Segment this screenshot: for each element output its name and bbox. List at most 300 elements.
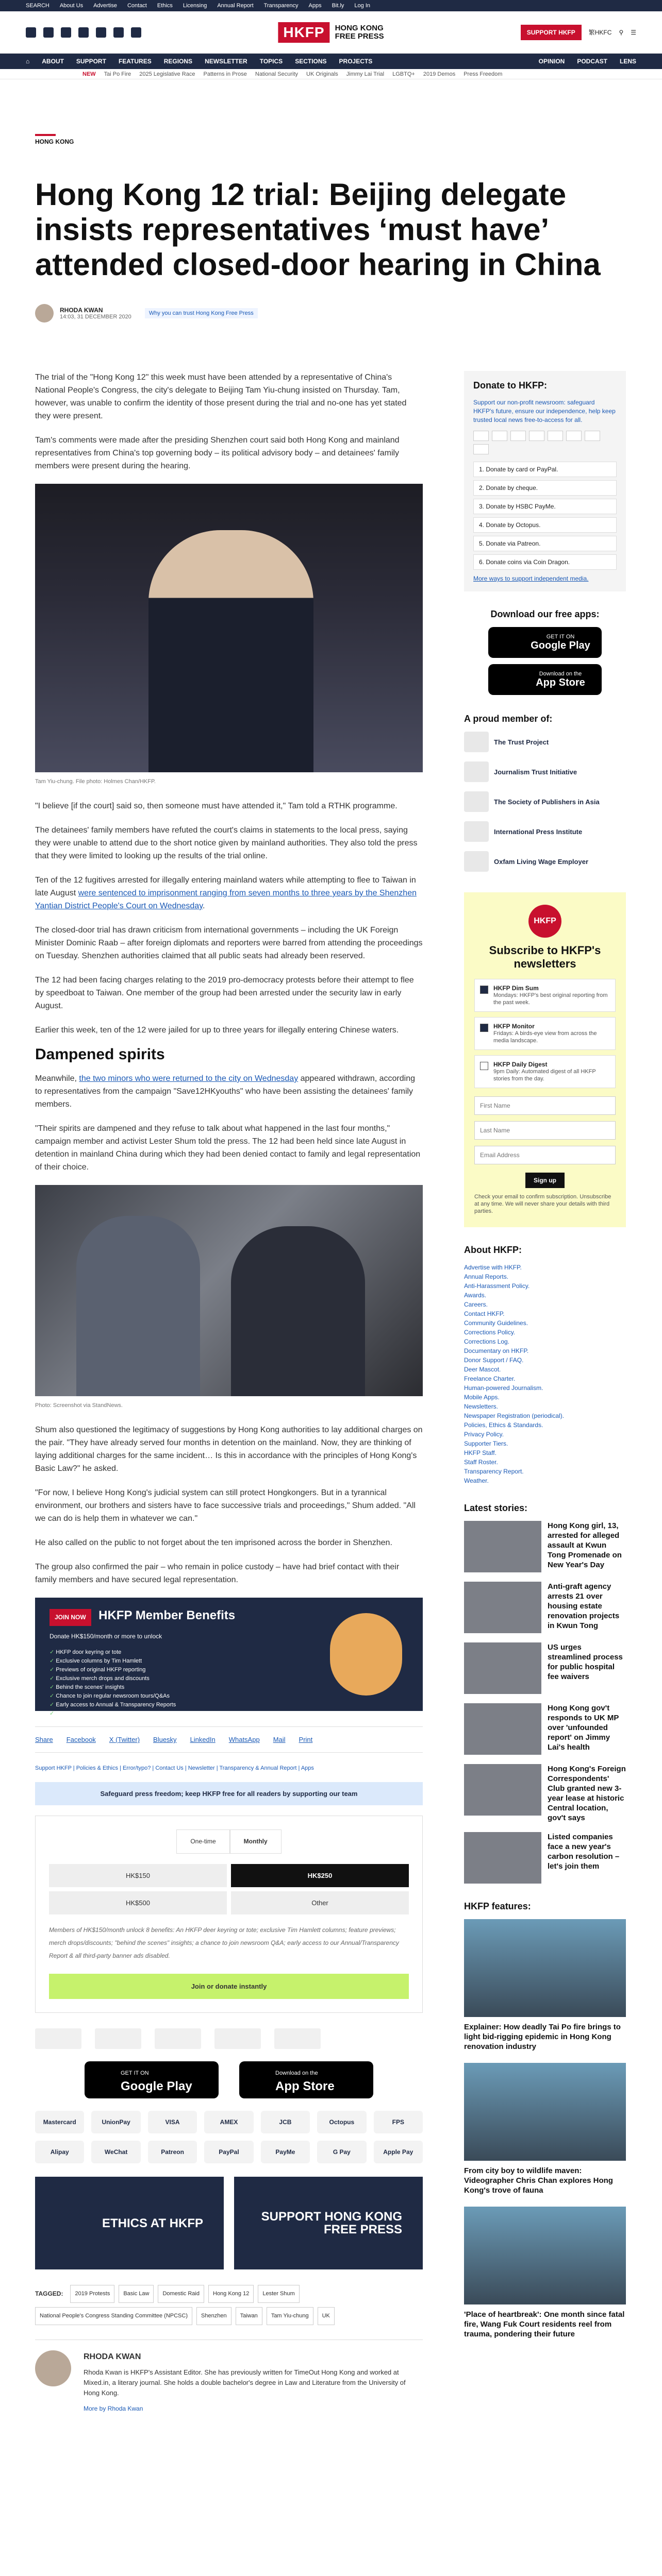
about-link[interactable]: Mobile Apps.	[464, 1394, 500, 1401]
amount-options	[49, 1864, 409, 1914]
unionpay-icon	[529, 431, 544, 441]
about-link[interactable]: Corrections Log.	[464, 1338, 510, 1345]
feature-thumbnail[interactable]	[464, 2207, 626, 2304]
article-photo-shum	[35, 1185, 423, 1396]
about-link[interactable]: Corrections Policy.	[464, 1329, 516, 1336]
benefit-item: ✓ Early access to Annual & Transparency Reports	[49, 1701, 408, 1709]
story-thumbnail[interactable]	[464, 1521, 541, 1572]
story-title[interactable]: Hong Kong gov't responds to UK MP over 'unfounded report' on Jimmy Lai's health	[548, 1704, 619, 1752]
benefit-item: ✓ Chance to join regular newsroom tours/Q&As	[49, 1692, 408, 1701]
paragraph: "I believe [if the court] said so, then someone must have attended it," Tam told a RTHK programme.	[35, 802, 398, 810]
header-actions	[521, 25, 636, 40]
sopa-logo	[464, 791, 489, 812]
tag[interactable]: Tam Yiu-chung	[267, 2307, 313, 2325]
nav-regions[interactable]: REGIONS	[163, 58, 193, 65]
trending-link[interactable]: 2019 Demos	[423, 71, 456, 77]
store-name: Google Play	[531, 639, 590, 651]
trust-project-logo[interactable]	[35, 2028, 81, 2049]
paragraph: "For now, I believe Hong Kong's judicial system can still protect Hongkongers. But in a tyrannical environment, our brothers and sisters have to face successive trials and proceedings," Shum added. "All we can do is help them in whatever we can."	[35, 1488, 416, 1523]
newsletter-option[interactable]	[474, 1055, 616, 1088]
email-field[interactable]	[474, 1146, 616, 1164]
member-org[interactable]	[464, 821, 626, 842]
story-thumbnail[interactable]	[464, 1582, 541, 1633]
support-hkfp-button[interactable]: SUPPORT HKFP	[521, 25, 582, 40]
store-small: Download on the	[275, 2070, 318, 2076]
about-link[interactable]: Donor Support / FAQ.	[464, 1357, 524, 1364]
feature-title[interactable]: From city boy to wildlife maven: Videographer Chris Chan explores Hong Kong's trove of fauna	[464, 2166, 613, 2195]
trending-link[interactable]: Patterns in Prose	[203, 71, 247, 77]
about-link[interactable]: Newspaper Registration (periodical).	[464, 1412, 565, 1419]
support-banner[interactable]: SUPPORT HONG KONG FREE PRESS	[234, 2177, 423, 2269]
about-link[interactable]: Newsletters.	[464, 1403, 499, 1410]
option-title: HKFP Dim Sum	[493, 985, 539, 992]
trending-link[interactable]: UK Originals	[306, 71, 338, 77]
paragraph: Tam's comments were made after the presiding Shenzhen court said both Hong Kong and mainland representatives from China's top governing body – its political advisory body – and detainees' family members were present during the hearing.	[35, 436, 400, 470]
store-name: App Store	[275, 2079, 335, 2093]
gpay-icon	[473, 444, 489, 454]
menu-icon[interactable]: ☰	[631, 28, 636, 36]
trending-link[interactable]: LGBTQ+	[392, 71, 415, 77]
utility-annual-report[interactable]: Annual Report	[217, 3, 254, 9]
widget-title: Donate to HKFP:	[473, 380, 547, 391]
tag[interactable]: Basic Law	[119, 2285, 154, 2303]
tag[interactable]: Hong Kong 12	[208, 2285, 254, 2303]
story-thumbnail[interactable]	[464, 1832, 541, 1884]
story-title[interactable]: Listed companies face a new year's carbon resolution – let's join them	[548, 1833, 620, 1871]
about-link[interactable]: Contact HKFP.	[464, 1310, 505, 1317]
utility-search[interactable]: SEARCH	[26, 3, 49, 9]
share-x[interactable]: X (Twitter)	[109, 1736, 140, 1743]
member-org[interactable]	[464, 851, 626, 872]
share-linkedin[interactable]: LinkedIn	[190, 1736, 216, 1743]
utility-ethics[interactable]: Ethics	[157, 3, 173, 9]
paragraph: Shum also questioned the legitimacy of suggestions by Hong Kong authorities to lay additional charges on the pair. "They have already served four months in detention on the mainland. Now, they are thinking of laying additional charges for the same incident… Is this in accordance with the principles of Hong Kong's Basic Law?" he asked.	[35, 1426, 423, 1473]
checkbox-checked[interactable]	[480, 1024, 488, 1032]
ipi-logo	[464, 821, 489, 842]
feature-item[interactable]	[464, 1919, 626, 2052]
option-text	[493, 1061, 610, 1082]
donate-option[interactable]: 6. Donate coins via Coin Dragon.	[473, 554, 617, 570]
paragraph: The 12 had been facing charges relating to the 2019 pro-democracy protests before their attempt to flee by speedboat to Taiwan. One member of the group had been arrested under the security law in early August.	[35, 976, 414, 1010]
patreon-icon[interactable]: Patreon	[148, 2141, 197, 2163]
byline-text	[60, 307, 131, 320]
oxfam-logo[interactable]	[274, 2028, 321, 2049]
language-switch[interactable]: 繁HKFC	[588, 29, 612, 36]
tag[interactable]: Shenzhen	[196, 2307, 231, 2325]
sopa-logo[interactable]	[155, 2028, 201, 2049]
benefit-item: ✓ All third party banner ads disabled	[49, 1709, 408, 1718]
newsletter-option[interactable]	[474, 979, 616, 1012]
member-org-name: The Trust Project	[494, 738, 549, 746]
about-link[interactable]: Annual Reports.	[464, 1273, 509, 1280]
benefit-item: ✓ Previews of original HKFP reporting	[49, 1666, 408, 1674]
option-desc: 9pm Daily: Automated digest of all HKFP stories from the day.	[493, 1069, 596, 1082]
card-logos	[473, 431, 617, 454]
about-link[interactable]: Weather.	[464, 1477, 489, 1484]
signup-button[interactable]: Sign up	[525, 1173, 565, 1188]
benefit-item: ✓ Exclusive merch drops and discounts	[49, 1674, 408, 1683]
applepay-icon	[585, 431, 600, 441]
home-icon[interactable]: ⌂	[26, 58, 30, 65]
article-body	[35, 371, 423, 2415]
first-name-field[interactable]	[474, 1096, 616, 1115]
member-of-list	[464, 732, 626, 872]
about-links	[464, 1263, 626, 1485]
photo-caption: Photo: Screenshot via StandNews.	[35, 1402, 123, 1409]
utility-contact[interactable]: Contact	[127, 3, 147, 9]
utility-licensing[interactable]: Licensing	[183, 3, 207, 9]
hkfp-round-logo: HKFP	[528, 905, 561, 938]
tag[interactable]: National People's Congress Standing Committee (NPCSC)	[35, 2307, 192, 2325]
x-icon[interactable]	[43, 27, 54, 38]
trending-bar	[0, 69, 662, 79]
nav-features[interactable]: FEATURES	[118, 58, 152, 65]
logo-wordmark	[335, 24, 384, 41]
payment-methods	[35, 2111, 423, 2163]
paragraph-text: Meanwhile,	[35, 1074, 79, 1083]
applepay-icon[interactable]: Apple Pay	[374, 2141, 423, 2163]
option-title: HKFP Daily Digest	[493, 1061, 548, 1068]
member-org-name: The Society of Publishers in Asia	[494, 798, 600, 806]
subscribe-title: Subscribe to HKFP's newsletters	[489, 944, 601, 970]
app-store-row	[35, 2061, 423, 2098]
amount-other[interactable]: Other	[231, 1891, 409, 1914]
subscribe-note: Check your email to confirm subscription. Unsubscribe at any time. We will never share your details with third parties.	[474, 1194, 611, 1214]
author-box-name[interactable]: RHODA KWAN	[84, 2352, 141, 2361]
instagram-icon[interactable]	[61, 27, 71, 38]
last-name-field[interactable]	[474, 1121, 616, 1140]
newsletter-signup	[464, 892, 626, 1227]
story-item[interactable]	[464, 1764, 626, 1823]
widget-title: A proud member of:	[464, 714, 553, 724]
member-org[interactable]	[464, 791, 626, 812]
author-name[interactable]: RHODA KWAN	[60, 307, 103, 314]
utility-about[interactable]: About Us	[59, 3, 84, 9]
story-title[interactable]: Anti-graft agency arrests 21 over housing estate renovation projects in Kwun Tong	[548, 1582, 620, 1630]
option-title: HKFP Monitor	[493, 1023, 535, 1030]
freq-one-time[interactable]: One-time	[176, 1829, 229, 1854]
amex-icon	[510, 431, 526, 441]
donate-option[interactable]: 5. Donate via Patreon.	[473, 536, 617, 551]
promo-banners	[35, 2177, 423, 2269]
nav-topics[interactable]: TOPICS	[259, 58, 283, 65]
nav-sections[interactable]: SECTIONS	[295, 58, 327, 65]
amount-option[interactable]: HK$500	[49, 1891, 227, 1914]
freq-monthly[interactable]: Monthly	[230, 1829, 282, 1854]
member-org-name: International Press Institute	[494, 827, 583, 836]
feature-thumbnail[interactable]	[464, 2063, 626, 2161]
about-link[interactable]: Policies, Ethics & Standards.	[464, 1421, 543, 1429]
paragraph: "Their spirits are dampened and they refuse to talk about what happened in the last four months," campaign member and activist Lester Shum told the press. The 12 had been held since late August in detention in mainland China during which they had been denied contact to family and legal representation of their choice.	[35, 1124, 421, 1172]
wechat-icon[interactable]: WeChat	[91, 2141, 140, 2163]
google-play-button[interactable]	[85, 2061, 219, 2098]
checkbox-checked[interactable]	[480, 986, 488, 994]
newsletter-option[interactable]	[474, 1017, 616, 1050]
donate-option[interactable]: 4. Donate by Octopus.	[473, 517, 617, 533]
store-small: GET IT ON	[121, 2070, 149, 2076]
benefits-title: HKFP Member Benefits	[98, 1608, 236, 1622]
publish-date: 14:03, 31 DECEMBER 2020	[60, 314, 131, 320]
site-logo[interactable]	[278, 22, 384, 43]
member-benefits-banner[interactable]	[35, 1598, 423, 1717]
paragraph: The closed-door trial has drawn criticism from international governments – including the UK Foreign Minister Dominic Raab – after foreign diplomats and reporters were barred from attending the proceedings on Tuesday. Shenzhen authorities claimed that all public seats had already been reserved.	[35, 926, 423, 960]
story-thumbnail[interactable]	[464, 1764, 541, 1816]
story-item[interactable]	[464, 1582, 626, 1633]
tag[interactable]: 2019 Protests	[70, 2285, 114, 2303]
trust-logos	[35, 2028, 423, 2049]
photo-subject	[76, 1216, 200, 1396]
utility-login[interactable]: Log In	[354, 3, 371, 9]
feature-title[interactable]: Explainer: How deadly Tai Po fire brings to light bid-rigging epidemic in Hong Kong renovation industry	[464, 2023, 621, 2051]
option-desc: Fridays: A birds-eye view from across the media landscape.	[493, 1030, 597, 1044]
tags-label: TAGGED:	[35, 2290, 63, 2297]
feature-title[interactable]: 'Place of heartbreak': One month since fatal fire, Wang Fuk Court residents reel from trauma, pondering their future	[464, 2310, 625, 2338]
paragraph-text: appeared withdrawn, according to representatives from the campaign "Save12HKyouths" who have been assisting the detainees' family members.	[35, 1074, 415, 1109]
about-link[interactable]: Advertise with HKFP.	[464, 1264, 522, 1271]
paragraph: The detainees' family members have refuted the court's claims in statements to the local press, saying they were unable to attend due to the short notice given by mainland authorities. They also told the press that they were limited to looking up the results of the trial online.	[35, 826, 418, 860]
paragraph-text: .	[203, 902, 205, 910]
alipay-icon[interactable]: Alipay	[35, 2141, 84, 2163]
story-title[interactable]: Hong Kong girl, 13, arrested for alleged assault at Kwun Tong Promenade on New Year's Day	[548, 1521, 622, 1569]
story-item[interactable]	[464, 1703, 626, 1755]
ethics-banner[interactable]: ETHICS AT HKFP	[35, 2177, 224, 2269]
trust-project-logo	[464, 732, 489, 752]
story-item[interactable]	[464, 1832, 626, 1884]
trending-link[interactable]: 2025 Legislative Race	[139, 71, 195, 77]
donate-widget	[464, 371, 626, 591]
youtube-icon[interactable]	[78, 27, 89, 38]
utility-bar	[0, 0, 662, 11]
story-item[interactable]	[464, 1521, 626, 1572]
tag[interactable]: UK	[318, 2307, 335, 2325]
nav-about[interactable]: ABOUT	[42, 58, 64, 65]
jti-logo[interactable]	[95, 2028, 141, 2049]
about-link[interactable]: Anti-Harassment Policy.	[464, 1282, 530, 1290]
donate-intro[interactable]: Support our non-profit newsroom: safeguard HKFP's future, ensure our independence, help keep trusted local news free-to-access for all.	[473, 399, 616, 423]
utility-apps[interactable]: Apps	[308, 3, 322, 9]
threads-icon[interactable]	[131, 27, 141, 38]
amount-option[interactable]: HK$150	[49, 1864, 227, 1887]
member-org-name: Oxfam Living Wage Employer	[494, 857, 589, 866]
paypal-icon	[566, 431, 582, 441]
safeguard-banner[interactable]: Safeguard press freedom; keep HKFP free for all readers by supporting our team	[35, 1782, 423, 1805]
octopus-icon[interactable]: Octopus	[317, 2111, 366, 2133]
ipi-logo[interactable]	[214, 2028, 261, 2049]
share-facebook[interactable]: Facebook	[66, 1736, 96, 1743]
nav-projects[interactable]: PROJECTS	[339, 58, 373, 65]
photo-subject	[231, 1226, 365, 1396]
photo-subject	[148, 530, 313, 772]
feature-item[interactable]	[464, 2063, 626, 2195]
about-link[interactable]: Staff Roster.	[464, 1459, 498, 1466]
feature-thumbnail[interactable]	[464, 1919, 626, 2017]
share-whatsapp[interactable]: WhatsApp	[228, 1736, 260, 1743]
donate-option[interactable]: 3. Donate by HSBC PayMe.	[473, 499, 617, 514]
widget-title: HKFP features:	[464, 1901, 531, 1911]
member-org-name: Journalism Trust Initiative	[494, 768, 577, 776]
fps-icon[interactable]: FPS	[374, 2111, 423, 2133]
paragraph: He also called on the public to not forget about the ten imprisoned across the border in Shenzhen.	[35, 1538, 392, 1547]
author-bio: Rhoda Kwan is HKFP's Assistant Editor. She has previously written for TimeOut Hong Kong and worked at Mixed.in, a literary journal. She holds a double bachelor's degree in Law and Literature from the University of Hong Kong.	[84, 2368, 406, 2397]
nav-podcast[interactable]: PODCAST	[577, 58, 607, 65]
app-store-button[interactable]	[488, 664, 602, 695]
article-photo-tam	[35, 484, 423, 772]
story-title[interactable]: Hong Kong's Foreign Correspondents' Club granted new 3-year lease at historic Central location, gov't says	[548, 1765, 626, 1822]
option-text	[493, 985, 610, 1006]
about-link[interactable]: HKFP Staff.	[464, 1449, 496, 1456]
story-title[interactable]: US urges streamlined process for public hospital fee waivers	[548, 1643, 623, 1681]
main-nav	[0, 54, 662, 69]
brand-header	[0, 11, 662, 54]
facebook-icon[interactable]	[26, 27, 36, 38]
logo-line-1: HONG KONG	[335, 23, 384, 32]
members-note: Members of HK$150/month unlock 8 benefits: An HKFP deer keyring or tote; exclusive Tim Hamlett columns; feature previews; merch drops/discounts; "behind the scenes" insights; a chance to join newsroom Q&A; early access to our Annual/Transparency Report & all third-party banner ads disabled.	[49, 1926, 399, 1959]
share-mail[interactable]: Mail	[273, 1736, 286, 1743]
jcb-icon[interactable]: JCB	[261, 2111, 310, 2133]
utility-advertise[interactable]: Advertise	[93, 3, 117, 9]
share-button[interactable]: Share	[35, 1736, 53, 1743]
apps-widget	[464, 609, 626, 695]
more-by-author-link[interactable]: More by Rhoda Kwan	[84, 2405, 143, 2412]
store-small: Download on the	[539, 670, 582, 677]
utility-bitly[interactable]: Bit.ly	[332, 3, 344, 9]
about-link[interactable]: Careers.	[464, 1301, 488, 1308]
paragraph: The trial of the "Hong Kong 12" this week must have been attended by a representative of China's National People's Congress, the city's delegate to Beijing Tam Yiu-chung insisted on Thursday. Tam, however, was unable to confirm the identity of those present during the trial and no-one has yet stated they were present.	[35, 373, 407, 420]
benefits-lead: Donate HK$150/month or more to unlock	[49, 1633, 162, 1640]
jcb-icon	[548, 431, 563, 441]
nav-newsletter[interactable]: NEWSLETTER	[205, 58, 247, 65]
story-thumbnail[interactable]	[464, 1642, 541, 1694]
option-text	[493, 1023, 610, 1044]
more-ways-link[interactable]: More ways to support independent media.	[473, 575, 589, 582]
logo-line-2: FREE PRESS	[335, 31, 384, 41]
paypal-icon[interactable]: PayPal	[204, 2141, 253, 2163]
about-link[interactable]: Transparency Report.	[464, 1468, 524, 1475]
about-link[interactable]: Deer Mascot.	[464, 1366, 501, 1373]
store-small: GET IT ON	[546, 633, 575, 640]
logo-mark: HKFP	[278, 22, 329, 43]
paragraph	[35, 874, 423, 912]
story-item[interactable]	[464, 1642, 626, 1694]
tag[interactable]: Taiwan	[236, 2307, 262, 2325]
minors-link[interactable]: the two minors who were returned to the city on Wednesday	[79, 1074, 299, 1083]
sentencing-link[interactable]: were sentenced to imprisonment ranging from seven months to three years by the Shenzhen Yantian District People's Court on Wednesday	[35, 889, 417, 910]
benefit-item: ✓ Exclusive columns by Tim Hamlett	[49, 1657, 408, 1666]
feature-item[interactable]	[464, 2207, 626, 2339]
member-org[interactable]	[464, 732, 626, 752]
deer-mascot-image	[330, 1613, 402, 1696]
payme-icon[interactable]: PayMe	[261, 2141, 310, 2163]
paragraph: The group also confirmed the pair – who remain in police custody – have had brief contact with their family members and have secured legal representation.	[35, 1563, 400, 1584]
mastercard-icon[interactable]: Mastercard	[35, 2111, 84, 2133]
donate-form	[35, 1816, 423, 2013]
store-name: Google Play	[121, 2079, 192, 2093]
tag[interactable]: Domestic Raid	[158, 2285, 204, 2303]
about-link[interactable]: Community Guidelines.	[464, 1319, 528, 1327]
paragraph-text: Ten of the 12 fugitives arrested for illegally entering mainland waters while attempting to flee to Taiwan in late August	[35, 876, 416, 897]
section-accent	[35, 134, 56, 136]
unionpay-icon[interactable]: UnionPay	[91, 2111, 140, 2133]
nav-support[interactable]: SUPPORT	[76, 58, 106, 65]
jti-logo	[464, 761, 489, 782]
photo-caption: Tam Yiu-chung. File photo: Holmes Chan/HKFP.	[35, 778, 156, 785]
about-link[interactable]: Human-powered Journalism.	[464, 1384, 543, 1392]
share-print[interactable]: Print	[299, 1736, 313, 1743]
option-desc: Mondays: HKFP's best original reporting from the past week.	[493, 992, 608, 1006]
nav-opinion[interactable]: OPINION	[538, 58, 565, 65]
trending-link[interactable]: National Security	[255, 71, 299, 77]
about-link[interactable]: Freelance Charter.	[464, 1375, 516, 1382]
author-avatar	[35, 2350, 71, 2386]
trending-link[interactable]: Press Freedom	[464, 71, 503, 77]
gpay-icon[interactable]: G Pay	[317, 2141, 366, 2163]
trending-link[interactable]: Jimmy Lai Trial	[346, 71, 385, 77]
join-donate-button[interactable]: Join or donate instantly	[49, 1974, 409, 1999]
latest-stories	[464, 1503, 626, 1884]
amount-option-selected[interactable]: HK$250	[231, 1864, 409, 1887]
linkedin-icon[interactable]	[113, 27, 124, 38]
benefit-item: ✓ Behind the scenes' insights	[49, 1683, 408, 1692]
frequency-toggle	[49, 1829, 409, 1854]
sidebar	[464, 371, 626, 2350]
donate-option[interactable]: 2. Donate by cheque.	[473, 480, 617, 496]
widget-title: About HKFP:	[464, 1245, 522, 1255]
tag[interactable]: Lester Shum	[258, 2285, 299, 2303]
support-links[interactable]: Support HKFP | Policies & Ethics | Error/typo? | Contact Us | Newsletter | Transparency & Annual Report | Apps	[35, 1765, 314, 1771]
google-play-button[interactable]	[488, 627, 602, 658]
subheading: Dampened spirits	[35, 1046, 165, 1063]
mastercard-icon	[473, 431, 489, 441]
utility-transparency[interactable]: Transparency	[263, 3, 299, 9]
about-link[interactable]: Documentary on HKFP.	[464, 1347, 529, 1354]
widget-title: Download our free apps:	[490, 609, 600, 619]
paragraph: Earlier this week, ten of the 12 were jailed for up to three years for illegally entering Chinese waters.	[35, 1026, 399, 1035]
trending-link[interactable]: Tai Po Fire	[104, 71, 131, 77]
search-icon[interactable]: ⚲	[619, 28, 624, 36]
share-bluesky[interactable]: Bluesky	[153, 1736, 177, 1743]
store-name: App Store	[536, 676, 585, 688]
new-badge: NEW	[82, 71, 96, 77]
donate-option[interactable]: 1. Donate by card or PayPal.	[473, 462, 617, 477]
author-box	[35, 2340, 423, 2415]
benefit-item: ✓ HKFP door keyring or tote	[49, 1648, 408, 1657]
social-links	[26, 27, 141, 38]
visa-icon	[492, 431, 507, 441]
paragraph	[35, 1072, 423, 1111]
visa-icon[interactable]: VISA	[148, 2111, 197, 2133]
oxfam-logo	[464, 851, 489, 872]
telegram-icon[interactable]	[96, 27, 106, 38]
member-org[interactable]	[464, 761, 626, 782]
nav-lens[interactable]: LENS	[619, 58, 636, 65]
about-link[interactable]: Privacy Policy.	[464, 1431, 504, 1438]
about-link[interactable]: Awards.	[464, 1292, 487, 1299]
share-bar	[35, 1726, 423, 1753]
section-label[interactable]: HONG KONG	[35, 138, 74, 145]
join-now-badge[interactable]: JOIN NOW	[49, 1609, 91, 1626]
trust-link[interactable]: Why you can trust Hong Kong Free Press	[145, 308, 258, 318]
checkbox[interactable]	[480, 1062, 488, 1070]
about-link[interactable]: Supporter Tiers.	[464, 1440, 508, 1447]
story-thumbnail[interactable]	[464, 1703, 541, 1755]
author-details	[84, 2350, 423, 2415]
amex-icon[interactable]: AMEX	[204, 2111, 253, 2133]
widget-title: Latest stories:	[464, 1503, 528, 1513]
article-headline: Hong Kong 12 trial: Beijing delegate insists representatives ‘must have’ attended closed-door hearing in China	[35, 177, 601, 282]
byline	[35, 304, 258, 323]
app-store-button[interactable]	[239, 2061, 373, 2098]
author-avatar	[35, 304, 54, 323]
